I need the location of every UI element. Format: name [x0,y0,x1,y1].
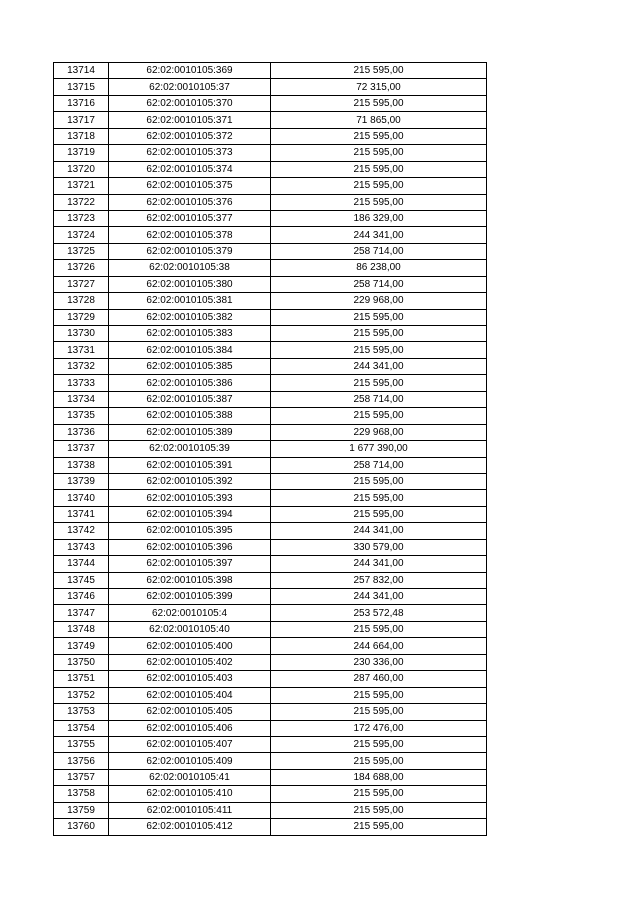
cadastral-value-cell: 215 595,00 [271,819,487,835]
table-row [54,161,487,177]
cadastral-number-cell: 62:02:0010105:384 [109,342,271,358]
row-number-cell: 13730 [54,326,109,342]
table-row [54,424,487,440]
table-row [54,556,487,572]
table-row [54,260,487,276]
table-row [54,358,487,374]
row-number-cell: 13746 [54,589,109,605]
row-number-cell: 13739 [54,473,109,489]
row-number-cell: 13719 [54,145,109,161]
cadastral-value-cell: 215 595,00 [271,621,487,637]
row-number-cell: 13742 [54,523,109,539]
cadastral-number-cell: 62:02:0010105:410 [109,786,271,802]
row-number-cell: 13720 [54,161,109,177]
cadastral-value-cell: 244 341,00 [271,589,487,605]
cadastral-value-cell: 86 238,00 [271,260,487,276]
table-row [54,342,487,358]
table-row [54,687,487,703]
cadastral-number-cell: 62:02:0010105:397 [109,556,271,572]
table-row [54,408,487,424]
table-row [54,375,487,391]
row-number-cell: 13758 [54,786,109,802]
cadastral-value-cell: 244 341,00 [271,523,487,539]
table-row [54,786,487,802]
table-row [54,671,487,687]
cadastral-value-cell: 244 341,00 [271,358,487,374]
cadastral-value-cell: 258 714,00 [271,457,487,473]
row-number-cell: 13725 [54,243,109,259]
cadastral-value-cell: 215 595,00 [271,128,487,144]
cadastral-value-cell: 244 664,00 [271,638,487,654]
table-row [54,605,487,621]
cadastral-value-cell: 230 336,00 [271,654,487,670]
table-row [54,243,487,259]
cadastral-value-cell: 71 865,00 [271,112,487,128]
cadastral-value-cell: 215 595,00 [271,145,487,161]
cadastral-value-cell: 215 595,00 [271,490,487,506]
table-row [54,506,487,522]
cadastral-number-cell: 62:02:0010105:394 [109,506,271,522]
row-number-cell: 13750 [54,654,109,670]
table-row [54,704,487,720]
row-number-cell: 13729 [54,309,109,325]
cadastral-number-cell: 62:02:0010105:375 [109,178,271,194]
row-number-cell: 13740 [54,490,109,506]
cadastral-value-cell: 186 329,00 [271,210,487,226]
table-body [54,63,487,836]
cadastral-number-cell: 62:02:0010105:4 [109,605,271,621]
cadastral-value-cell: 1 677 390,00 [271,441,487,457]
cadastral-value-cell: 215 595,00 [271,473,487,489]
row-number-cell: 13737 [54,441,109,457]
row-number-cell: 13717 [54,112,109,128]
cadastral-number-cell: 62:02:0010105:406 [109,720,271,736]
row-number-cell: 13734 [54,391,109,407]
row-number-cell: 13749 [54,638,109,654]
cadastral-value-cell: 215 595,00 [271,161,487,177]
cadastral-number-cell: 62:02:0010105:402 [109,654,271,670]
cadastral-value-cell: 215 595,00 [271,194,487,210]
row-number-cell: 13723 [54,210,109,226]
row-number-cell: 13759 [54,802,109,818]
cadastral-number-cell: 62:02:0010105:380 [109,276,271,292]
cadastral-number-cell: 62:02:0010105:372 [109,128,271,144]
cadastral-value-cell: 215 595,00 [271,704,487,720]
cadastral-number-cell: 62:02:0010105:407 [109,736,271,752]
row-number-cell: 13755 [54,736,109,752]
table-row [54,293,487,309]
cadastral-number-cell: 62:02:0010105:378 [109,227,271,243]
cadastral-number-cell: 62:02:0010105:381 [109,293,271,309]
cadastral-value-cell: 215 595,00 [271,506,487,522]
row-number-cell: 13752 [54,687,109,703]
row-number-cell: 13726 [54,260,109,276]
cadastral-number-cell: 62:02:0010105:374 [109,161,271,177]
cadastral-value-cell: 287 460,00 [271,671,487,687]
table-row [54,819,487,835]
table-row [54,589,487,605]
row-number-cell: 13757 [54,769,109,785]
row-number-cell: 13735 [54,408,109,424]
cadastral-value-cell: 215 595,00 [271,95,487,111]
cadastral-number-cell: 62:02:0010105:37 [109,79,271,95]
table-row [54,63,487,79]
row-number-cell: 13738 [54,457,109,473]
row-number-cell: 13760 [54,819,109,835]
cadastral-number-cell: 62:02:0010105:398 [109,572,271,588]
cadastral-value-cell: 229 968,00 [271,293,487,309]
table-row [54,326,487,342]
cadastral-value-cell: 215 595,00 [271,753,487,769]
row-number-cell: 13732 [54,358,109,374]
cadastral-number-cell: 62:02:0010105:393 [109,490,271,506]
cadastral-number-cell: 62:02:0010105:404 [109,687,271,703]
table-row [54,145,487,161]
row-number-cell: 13747 [54,605,109,621]
row-number-cell: 13741 [54,506,109,522]
cadastral-number-cell: 62:02:0010105:395 [109,523,271,539]
table-row [54,753,487,769]
table-row [54,802,487,818]
cadastral-value-cell: 215 595,00 [271,375,487,391]
cadastral-number-cell: 62:02:0010105:412 [109,819,271,835]
cadastral-value-cell: 184 688,00 [271,769,487,785]
table-row [54,194,487,210]
cadastral-number-cell: 62:02:0010105:370 [109,95,271,111]
cadastral-number-cell: 62:02:0010105:382 [109,309,271,325]
cadastral-value-cell: 215 595,00 [271,342,487,358]
cadastral-number-cell: 62:02:0010105:405 [109,704,271,720]
cadastral-number-cell: 62:02:0010105:371 [109,112,271,128]
cadastral-value-cell: 215 595,00 [271,408,487,424]
cadastral-number-cell: 62:02:0010105:385 [109,358,271,374]
row-number-cell: 13728 [54,293,109,309]
row-number-cell: 13756 [54,753,109,769]
cadastral-number-cell: 62:02:0010105:388 [109,408,271,424]
table-row [54,178,487,194]
table-row [54,572,487,588]
table-row [54,227,487,243]
cadastral-value-cell: 229 968,00 [271,424,487,440]
table-row [54,112,487,128]
cadastral-number-cell: 62:02:0010105:379 [109,243,271,259]
row-number-cell: 13743 [54,539,109,555]
cadastral-value-cell: 330 579,00 [271,539,487,555]
cadastral-value-cell: 172 476,00 [271,720,487,736]
row-number-cell: 13748 [54,621,109,637]
cadastral-value-cell: 215 595,00 [271,326,487,342]
row-number-cell: 13744 [54,556,109,572]
cadastral-number-cell: 62:02:0010105:396 [109,539,271,555]
cadastral-value-cell: 258 714,00 [271,276,487,292]
table-row [54,539,487,555]
cadastral-number-cell: 62:02:0010105:399 [109,589,271,605]
cadastral-value-cell: 244 341,00 [271,556,487,572]
cadastral-value-cell: 215 595,00 [271,309,487,325]
cadastral-number-cell: 62:02:0010105:369 [109,63,271,79]
row-number-cell: 13716 [54,95,109,111]
row-number-cell: 13721 [54,178,109,194]
cadastral-number-cell: 62:02:0010105:41 [109,769,271,785]
row-number-cell: 13727 [54,276,109,292]
row-number-cell: 13722 [54,194,109,210]
table-row [54,309,487,325]
table-row [54,638,487,654]
table-row [54,79,487,95]
row-number-cell: 13718 [54,128,109,144]
row-number-cell: 13751 [54,671,109,687]
table-row [54,490,487,506]
table-row [54,473,487,489]
cadastral-number-cell: 62:02:0010105:387 [109,391,271,407]
row-number-cell: 13714 [54,63,109,79]
row-number-cell: 13745 [54,572,109,588]
cadastral-value-cell: 253 572,48 [271,605,487,621]
cadastral-number-cell: 62:02:0010105:377 [109,210,271,226]
table-row [54,441,487,457]
table-row [54,391,487,407]
table-row [54,621,487,637]
cadastral-value-cell: 72 315,00 [271,79,487,95]
table-row [54,95,487,111]
cadastral-number-cell: 62:02:0010105:383 [109,326,271,342]
row-number-cell: 13733 [54,375,109,391]
cadastral-value-cell: 215 595,00 [271,802,487,818]
cadastral-number-cell: 62:02:0010105:411 [109,802,271,818]
cadastral-number-cell: 62:02:0010105:386 [109,375,271,391]
cadastral-value-cell: 215 595,00 [271,63,487,79]
cadastral-value-cell: 215 595,00 [271,178,487,194]
row-number-cell: 13731 [54,342,109,358]
cadastral-value-cell: 257 832,00 [271,572,487,588]
cadastral-value-cell: 258 714,00 [271,243,487,259]
table-row [54,210,487,226]
row-number-cell: 13754 [54,720,109,736]
row-number-cell: 13736 [54,424,109,440]
cadastral-value-table [53,62,487,836]
cadastral-value-cell: 215 595,00 [271,786,487,802]
table-row [54,769,487,785]
cadastral-number-cell: 62:02:0010105:400 [109,638,271,654]
cadastral-number-cell: 62:02:0010105:409 [109,753,271,769]
table-row [54,736,487,752]
cadastral-number-cell: 62:02:0010105:376 [109,194,271,210]
table-row [54,654,487,670]
row-number-cell: 13724 [54,227,109,243]
table-row [54,276,487,292]
table-row [54,720,487,736]
table-row [54,457,487,473]
row-number-cell: 13753 [54,704,109,720]
cadastral-number-cell: 62:02:0010105:39 [109,441,271,457]
cadastral-number-cell: 62:02:0010105:373 [109,145,271,161]
table-row [54,128,487,144]
table-row [54,523,487,539]
cadastral-value-cell: 215 595,00 [271,736,487,752]
cadastral-number-cell: 62:02:0010105:391 [109,457,271,473]
cadastral-value-cell: 258 714,00 [271,391,487,407]
cadastral-value-cell: 215 595,00 [271,687,487,703]
cadastral-number-cell: 62:02:0010105:403 [109,671,271,687]
cadastral-number-cell: 62:02:0010105:38 [109,260,271,276]
cadastral-number-cell: 62:02:0010105:389 [109,424,271,440]
cadastral-number-cell: 62:02:0010105:392 [109,473,271,489]
row-number-cell: 13715 [54,79,109,95]
cadastral-number-cell: 62:02:0010105:40 [109,621,271,637]
cadastral-value-cell: 244 341,00 [271,227,487,243]
